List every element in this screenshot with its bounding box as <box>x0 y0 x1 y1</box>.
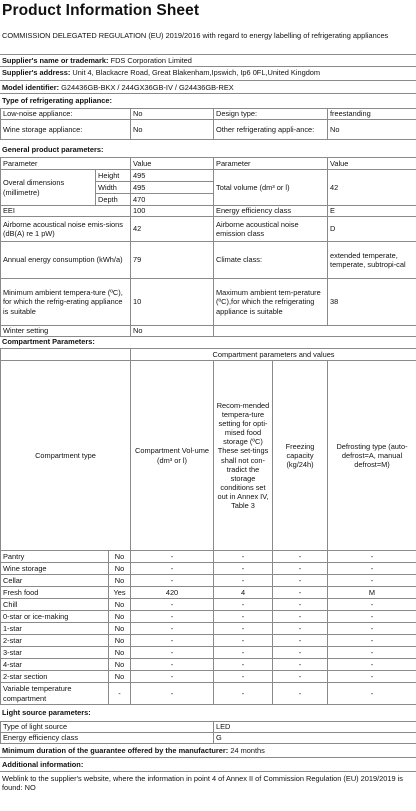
supplier-name-value: FDS Corporation Limited <box>110 56 192 65</box>
page-title: Product Information Sheet <box>2 2 200 19</box>
compartment-name: Pantry <box>1 551 109 563</box>
compartment-temp: - <box>214 563 273 575</box>
compartment-present: Yes <box>109 587 131 599</box>
appliance-type-heading: Type of refrigerating appliance: <box>2 96 112 105</box>
col-header-compartment-type: Compartment type <box>1 361 131 551</box>
compartment-freezing: - <box>273 647 328 659</box>
compartment-freezing: - <box>273 659 328 671</box>
compartment-volume: - <box>131 563 214 575</box>
empty-cell <box>1 349 131 361</box>
compartment-row <box>1 611 416 623</box>
compartment-defrost: - <box>328 623 416 635</box>
compartment-temp: - <box>214 659 273 671</box>
total-volume-label: Total volume (dm³ or l) <box>214 170 328 206</box>
compartment-temp: - <box>214 683 273 705</box>
compartment-defrost: - <box>328 611 416 623</box>
compartment-name: 4-star <box>1 659 109 671</box>
compartment-volume: - <box>131 659 214 671</box>
compartment-volume: - <box>131 647 214 659</box>
light-class-value: G <box>214 733 416 744</box>
col-header-recommended-temp: Recom-mended tempera-ture setting for opti-mised food storage (ºC) These set-tings shall not con-tradict the storage conditions set out in Annex IV, Table 3 <box>214 361 273 551</box>
compartment-volume: - <box>131 599 214 611</box>
compartment-present: No <box>109 551 131 563</box>
supplier-address-label: Supplier's address: <box>2 68 71 77</box>
compartment-temp: - <box>214 599 273 611</box>
height-label: Height <box>96 170 131 182</box>
empty-cell <box>214 326 416 337</box>
compartment-defrost: - <box>328 563 416 575</box>
compartment-defrost: - <box>328 647 416 659</box>
compartment-defrost: - <box>328 575 416 587</box>
low-noise-label: Low-noise appliance: <box>1 109 131 120</box>
other-appliance-label: Other refrigerating appli-ance: <box>214 120 328 140</box>
supplier-address-value: Unit 4, Blackacre Road, Great Blakenham,Ipswich, Ip6 0FL,United Kingdom <box>72 68 321 77</box>
overall-dimensions-label: Overal dimensions (millimetre) <box>1 170 96 206</box>
depth-value: 470 <box>131 194 214 206</box>
col-header-volume: Compartment Vol-ume (dm³ or l) <box>131 361 214 551</box>
compartment-freezing: - <box>273 587 328 599</box>
compartment-name: 2-star <box>1 635 109 647</box>
design-type-label: Design type: <box>214 109 328 120</box>
divider <box>0 66 416 67</box>
model-identifier-line <box>2 83 412 92</box>
compartment-temp: - <box>214 623 273 635</box>
model-identifier-label: Model identifier: <box>2 83 60 92</box>
compartment-name: 3-star <box>1 647 109 659</box>
min-ambient-temp-label: Minimum ambient tempera-ture (ºC), for which the refrig-erating appliance is suitable <box>1 279 131 326</box>
compartment-row <box>1 575 416 587</box>
divider <box>0 80 416 81</box>
compartment-table <box>0 348 416 705</box>
width-label: Width <box>96 182 131 194</box>
compartment-freezing: - <box>273 599 328 611</box>
additional-info-heading: Additional information: <box>2 760 84 769</box>
noise-class-value: D <box>328 217 416 242</box>
compartment-name: 2-star section <box>1 671 109 683</box>
compartment-present: No <box>109 563 131 575</box>
compartment-row <box>1 599 416 611</box>
compartment-row <box>1 623 416 635</box>
compartment-temp: - <box>214 671 273 683</box>
compartment-present: No <box>109 623 131 635</box>
compartment-freezing: - <box>273 683 328 705</box>
divider <box>0 93 416 94</box>
divider <box>0 757 416 758</box>
col-header-defrosting-type: Defrosting type (auto-defrost=A, manual defrost=M) <box>328 361 416 551</box>
compartment-present: No <box>109 599 131 611</box>
other-appliance-value: No <box>328 120 416 140</box>
supplier-name-label: Supplier's name or trademark: <box>2 56 109 65</box>
compartment-present: No <box>109 659 131 671</box>
general-parameters-table <box>0 157 416 337</box>
compartment-name: Fresh food <box>1 587 109 599</box>
eei-value: 100 <box>131 206 214 217</box>
winter-setting-value: No <box>131 326 214 337</box>
additional-info-weblink-text: Weblink to the supplier's website, where the information in point 4 of Annex II of Commission Regulation (EU) 2019/2019 is found: <box>2 774 403 793</box>
max-ambient-temp-value: 38 <box>328 279 416 326</box>
light-source-table <box>0 721 416 744</box>
compartment-row <box>1 647 416 659</box>
compartment-defrost: - <box>328 659 416 671</box>
compartment-freezing: - <box>273 575 328 587</box>
compartment-present: No <box>109 611 131 623</box>
min-ambient-temp-value: 10 <box>131 279 214 326</box>
energy-consumption-label: Annual energy consumption (kWh/a) <box>1 242 131 279</box>
compartment-name: Cellar <box>1 575 109 587</box>
divider <box>0 771 416 772</box>
winter-setting-label: Winter setting <box>1 326 131 337</box>
light-source-heading: Light source parameters: <box>2 708 91 717</box>
noise-emissions-value: 42 <box>131 217 214 242</box>
guarantee-label: Minimum duration of the guarantee offered by the manufacturer: <box>2 746 229 755</box>
design-type-value: freestanding <box>328 109 416 120</box>
compartment-present: No <box>109 575 131 587</box>
compartment-temp: - <box>214 635 273 647</box>
climate-class-value: extended temperate, temperate, subtropi-cal <box>328 242 416 279</box>
compartment-freezing: - <box>273 635 328 647</box>
compartment-defrost: - <box>328 683 416 705</box>
compartment-temp: - <box>214 551 273 563</box>
eei-label: EEI <box>1 206 131 217</box>
compartment-freezing: - <box>273 563 328 575</box>
climate-class-label: Climate class: <box>214 242 328 279</box>
compartment-row <box>1 563 416 575</box>
col-header-freezing-capacity: Freezing capacity (kg/24h) <box>273 361 328 551</box>
compartment-volume: - <box>131 611 214 623</box>
compartment-temp: - <box>214 611 273 623</box>
compartment-parameters-heading: Compartment Parameters: <box>2 337 95 346</box>
wine-storage-label: Wine storage appliance: <box>1 120 131 140</box>
compartment-name: Variable temperature compartment <box>1 683 109 705</box>
compartment-name: 0-star or ice-making <box>1 611 109 623</box>
supplier-address-line <box>2 68 412 77</box>
compartment-defrost: - <box>328 599 416 611</box>
max-ambient-temp-label: Maximum ambient tem-perature (ºC),for which the refrigerating appliance is suitable <box>214 279 328 326</box>
compartment-group-header: Compartment parameters and values <box>131 349 416 361</box>
compartment-volume: - <box>131 623 214 635</box>
compartment-row <box>1 659 416 671</box>
compartment-present: No <box>109 671 131 683</box>
compartment-volume: - <box>131 671 214 683</box>
compartment-freezing: - <box>273 671 328 683</box>
regulation-intro: COMMISSION DELEGATED REGULATION (EU) 2019/2016 with regard to energy labelling of refrigerating appliances <box>2 31 389 40</box>
col-header-parameter-2: Parameter <box>214 158 328 170</box>
compartment-row <box>1 635 416 647</box>
compartment-defrost: M <box>328 587 416 599</box>
divider <box>0 54 416 55</box>
compartment-freezing: - <box>273 551 328 563</box>
light-class-label: Energy efficiency class <box>1 733 214 744</box>
guarantee-line <box>2 746 412 755</box>
compartment-row <box>1 683 416 705</box>
compartment-present: No <box>109 635 131 647</box>
energy-class-value: E <box>328 206 416 217</box>
compartment-volume: 420 <box>131 587 214 599</box>
depth-label: Depth <box>96 194 131 206</box>
compartment-name: 1-star <box>1 623 109 635</box>
compartment-freezing: - <box>273 611 328 623</box>
model-identifier-value: G24436GB-BKX / 244GX36GB-IV / G24436GB-REX <box>61 83 234 92</box>
light-type-value: LED <box>214 722 416 733</box>
additional-info-weblink-value: NO <box>24 783 36 793</box>
compartment-name: Chill <box>1 599 109 611</box>
energy-class-label: Energy efficiency class <box>214 206 328 217</box>
appliance-type-table <box>0 108 416 140</box>
additional-info-text <box>2 774 412 792</box>
energy-consumption-value: 79 <box>131 242 214 279</box>
noise-class-label: Airborne acoustical noise emission class <box>214 217 328 242</box>
compartment-volume: - <box>131 575 214 587</box>
col-header-value: Value <box>131 158 214 170</box>
supplier-name-line <box>2 56 412 65</box>
compartment-defrost: - <box>328 551 416 563</box>
col-header-parameter: Parameter <box>1 158 131 170</box>
compartment-defrost: - <box>328 635 416 647</box>
wine-storage-value: No <box>131 120 214 140</box>
noise-emissions-label: Airborne acoustical noise emis-sions (dB(A) re 1 pW) <box>1 217 131 242</box>
compartment-temp: 4 <box>214 587 273 599</box>
guarantee-value: 24 months <box>230 746 265 755</box>
compartment-present: - <box>109 683 131 705</box>
width-value: 495 <box>131 182 214 194</box>
compartment-row <box>1 671 416 683</box>
compartment-volume: - <box>131 635 214 647</box>
light-type-label: Type of light source <box>1 722 214 733</box>
compartment-freezing: - <box>273 623 328 635</box>
low-noise-value: No <box>131 109 214 120</box>
compartment-volume: - <box>131 683 214 705</box>
total-volume-value: 42 <box>328 170 416 206</box>
compartment-volume: - <box>131 551 214 563</box>
compartment-row <box>1 587 416 599</box>
compartment-temp: - <box>214 647 273 659</box>
height-value: 495 <box>131 170 214 182</box>
compartment-name: Wine storage <box>1 563 109 575</box>
col-header-value-2: Value <box>328 158 416 170</box>
compartment-row <box>1 551 416 563</box>
compartment-defrost: - <box>328 671 416 683</box>
general-parameters-heading: General product parameters: <box>2 145 104 154</box>
compartment-temp: - <box>214 575 273 587</box>
compartment-present: No <box>109 647 131 659</box>
